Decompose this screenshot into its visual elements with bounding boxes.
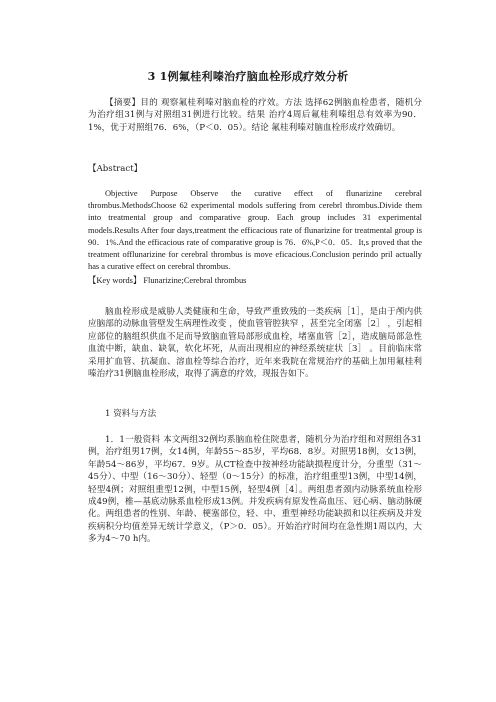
section-heading-materials-methods: 1 资料与方法 — [105, 409, 157, 419]
intro-paragraph: 脑血栓形成是威胁人类健康和生命，导致严重致残的一类疾病［1］，是由于颅内供应脑部的动脉血管壁发生病理性改变 ，使血管管腔狭窄 ，甚至完全闭塞［2］ ，引起相应部位的脑组织供血不足而导致脑血管局部形成血栓，堵塞血管［2］，造成脑局部急性血流中断，缺血、缺氧，软化坏死，从而出现相应的神经系统症状［3］ 。目前临床常采用扩血管、抗凝血、溶血栓等综合治疗，近年来我院在常规治疗的基础上加用氟桂利嗪治疗31例脑血栓形成，取得了满意的疗效，现报告如下。 — [88, 307, 422, 380]
abstract-chinese: 【摘要】目的 观察氟桂利嗪对脑血栓的疗效。方法 选择62例脑血栓患者，随机分为治疗组31例与对照组31例进行比较。结果 治疗4周后氟桂利嗪组总有效率为90．1%，优于对照组76．6%，（P＜0．05）。结论 氟桂利嗪对脑血栓形成疗效确切。 — [88, 98, 422, 133]
abstract-english-heading: 【Abstract】 — [88, 164, 143, 174]
keywords: 【Key words】 Flunarizine;Cerebral thrombus — [88, 276, 247, 285]
paper-title: 3 1例氟桂利嗪治疗脑血栓形成疗效分析 — [147, 70, 349, 83]
abstract-english: Objective Purpose Observe the curative effect of flunarizine cerebral thrombus.MethodsChoose 62 experimental modols suffering from cerebrl thrombus.Divide them into treatmental group and comparative group. Each group includes 31 experimental models.Results After four days,treatment the efficacious rate of flunarizine for treatmental group is 90．1%.And the efficacious rate of comparative group is 76．6%,P＜0．05．It,s proved that the treatment offlunarizine for cerebral thrombus is move eficacious.Conclusion perindo pril actually has a curative effect on cerebral thrombus. — [88, 189, 422, 272]
section-1-1-general-data: 1．1一般资料 本文两组32例均系脑血栓住院患者，随机分为治疗组和对照组各31例，治疗组男17例，女14例，年龄55～85岁，平均68．8岁。对照男18例，女13例，年龄54～86岁，平均67．9岁。从CT检查中按神经功能缺损程度计分，分重型（31～45分）、中型（16～30分）、轻型（0～15分）的标准，治疗组重型13例，中型14例，轻型4例；对照组重型12例，中型15例，轻型4例［4］。两组患者颈内动脉系统血栓形成49例，椎—基底动脉系血栓形成13例。并发疾病有原发性高血压、冠心病、脑动脉硬化。两组患者的性别、年龄、梗塞部位，轻、中、重型神经功能缺损和以往疾病及并发疾病积分均值差异无统计学意义，（P＞0．05）。开始治疗时间均在急性期1周以内，大多为4～70 h内。 — [88, 435, 422, 545]
